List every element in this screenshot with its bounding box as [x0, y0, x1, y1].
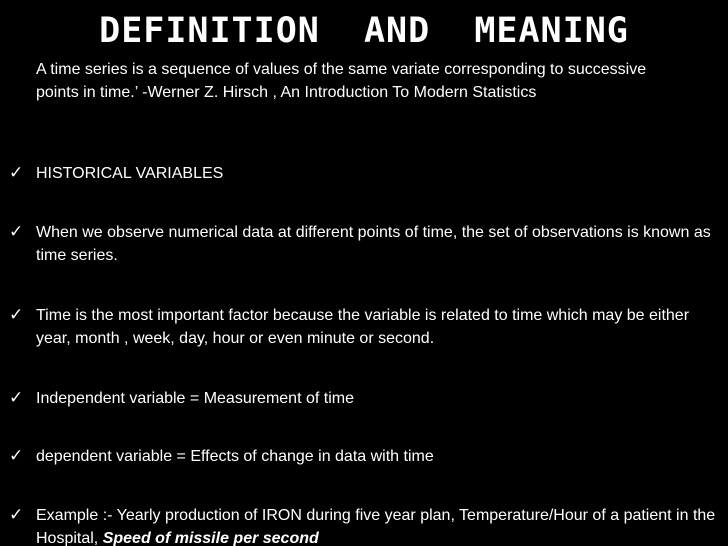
bullet-text: HISTORICAL VARIABLES — [36, 165, 224, 182]
example-emphasis: Speed of missile per second — [102, 530, 319, 546]
check-icon: ✓ — [9, 222, 24, 242]
check-icon: ✓ — [9, 305, 24, 325]
bullet-item — [0, 445, 724, 468]
bullet-text: dependent variable = Effects of change in data with time — [36, 448, 434, 465]
bullet-item — [0, 162, 724, 185]
bullet-item — [0, 304, 724, 350]
bullet-text: Time is the most important factor because the variable is related to time which may be either year, month , week, day, hour or even minute or second. — [36, 307, 690, 347]
bullet-text: Independent variable = Measurement of time — [36, 390, 354, 407]
slide-title: DEFINITION AND MEANING — [99, 11, 629, 51]
bullet-item — [0, 387, 724, 410]
check-icon: ✓ — [9, 388, 24, 408]
definition-quote: A time series is a sequence of values of the same variate corresponding to successive points in time.’ -Werner Z. Hirsch , An Introduction To Modern Statistics — [36, 61, 647, 101]
bullet-text — [36, 504, 716, 546]
check-icon: ✓ — [9, 163, 24, 183]
check-icon: ✓ — [9, 446, 24, 466]
bullet-item — [0, 221, 724, 267]
check-icon: ✓ — [9, 505, 24, 525]
bullet-text: When we observe numerical data at different points of time, the set of observations is known as time series. — [36, 224, 711, 264]
example-text: Example :- Yearly production of IRON during five year plan, Temperature/Hour of a patient in the Hospital, — [36, 507, 716, 546]
bullet-item — [0, 504, 724, 546]
